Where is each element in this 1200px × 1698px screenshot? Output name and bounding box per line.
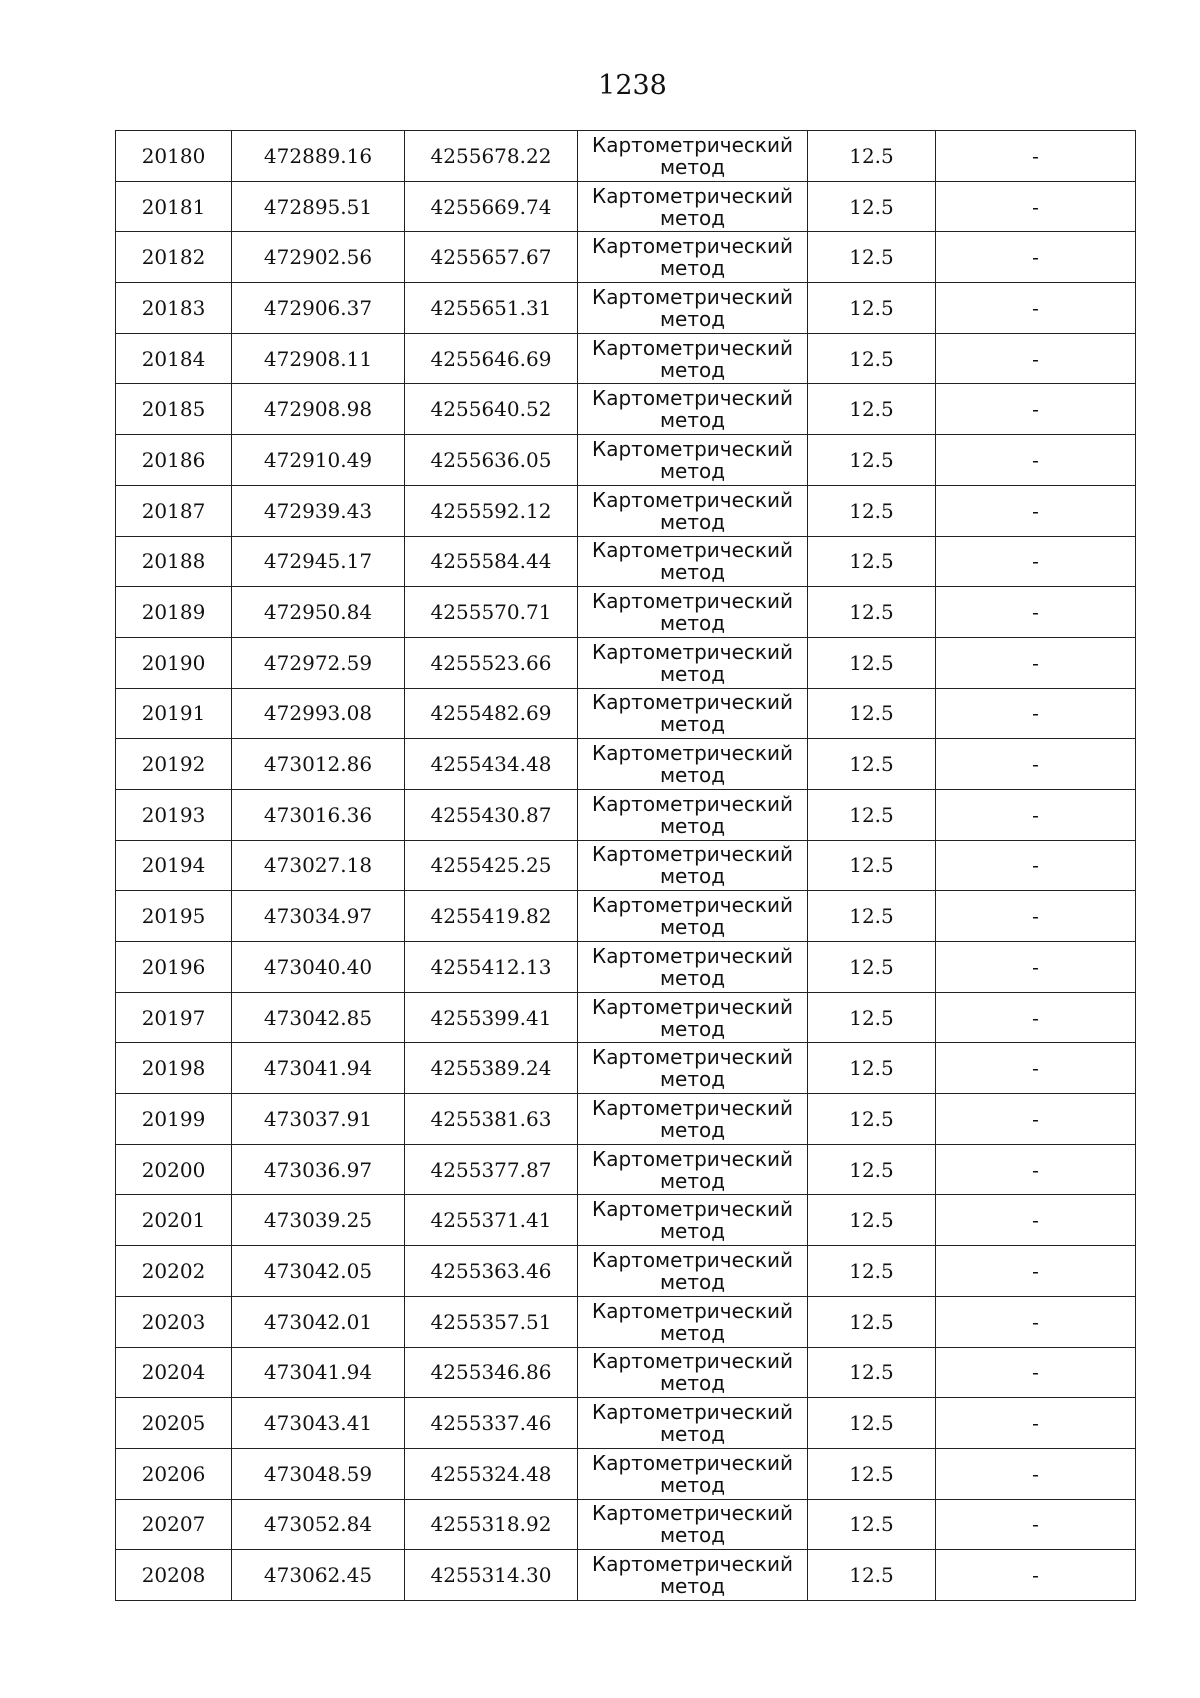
y-coordinate-cell: 4255482.69 [405, 688, 578, 739]
x-coordinate-cell: 473037.91 [232, 1094, 405, 1145]
accuracy-cell: 12.5 [808, 333, 936, 384]
note-cell: - [936, 1195, 1136, 1246]
method-line-1: Картометрический [592, 436, 793, 461]
y-coordinate-cell: 4255584.44 [405, 536, 578, 587]
method-line-1: Картометрический [592, 386, 793, 411]
table-row [116, 1347, 1136, 1398]
method-line-2: метод [659, 1067, 726, 1092]
accuracy-cell: 12.5 [808, 587, 936, 638]
method-line-1: Картометрический [592, 1095, 793, 1120]
table-row [116, 1296, 1136, 1347]
x-coordinate-cell: 473052.84 [232, 1499, 405, 1550]
x-coordinate-cell: 473062.45 [232, 1550, 405, 1601]
x-coordinate-cell: 473043.41 [232, 1398, 405, 1449]
method-cell [578, 840, 808, 891]
accuracy-cell: 12.5 [808, 637, 936, 688]
point-number-cell: 20181 [116, 181, 232, 232]
method-line-2: метод [659, 1168, 726, 1193]
y-coordinate-cell: 4255657.67 [405, 232, 578, 283]
accuracy-cell: 12.5 [808, 1094, 936, 1145]
method-line-2: метод [659, 154, 726, 179]
note-cell: - [936, 131, 1136, 182]
method-line-2: метод [659, 864, 726, 889]
accuracy-cell: 12.5 [808, 232, 936, 283]
note-cell: - [936, 587, 1136, 638]
accuracy-cell: 12.5 [808, 942, 936, 993]
method-cell [578, 1144, 808, 1195]
x-coordinate-cell: 472972.59 [232, 637, 405, 688]
note-cell: - [936, 1144, 1136, 1195]
method-line-1: Картометрический [592, 1501, 793, 1526]
method-line-2: метод [659, 306, 726, 331]
accuracy-cell: 12.5 [808, 181, 936, 232]
note-cell: - [936, 1043, 1136, 1094]
method-line-2: метод [659, 509, 726, 534]
x-coordinate-cell: 472950.84 [232, 587, 405, 638]
table-row [116, 131, 1136, 182]
method-line-1: Картометрический [592, 1146, 793, 1171]
y-coordinate-cell: 4255363.46 [405, 1246, 578, 1297]
method-line-1: Картометрический [592, 1400, 793, 1425]
method-cell [578, 1195, 808, 1246]
table-row [116, 1144, 1136, 1195]
table-row [116, 283, 1136, 334]
method-line-2: метод [659, 1422, 726, 1447]
point-number-cell: 20189 [116, 587, 232, 638]
note-cell: - [936, 485, 1136, 536]
point-number-cell: 20184 [116, 333, 232, 384]
table-row [116, 536, 1136, 587]
x-coordinate-cell: 473041.94 [232, 1347, 405, 1398]
table-body [116, 131, 1136, 1601]
accuracy-cell: 12.5 [808, 384, 936, 435]
point-number-cell: 20195 [116, 891, 232, 942]
method-line-1: Картометрический [592, 487, 793, 512]
method-cell [578, 1043, 808, 1094]
accuracy-cell: 12.5 [808, 485, 936, 536]
point-number-cell: 20192 [116, 739, 232, 790]
note-cell: - [936, 891, 1136, 942]
method-line-1: Картометрический [592, 183, 793, 208]
y-coordinate-cell: 4255678.22 [405, 131, 578, 182]
point-number-cell: 20190 [116, 637, 232, 688]
method-line-2: метод [659, 357, 726, 382]
table-row [116, 1043, 1136, 1094]
x-coordinate-cell: 473042.01 [232, 1296, 405, 1347]
method-line-2: метод [659, 915, 726, 940]
y-coordinate-cell: 4255389.24 [405, 1043, 578, 1094]
accuracy-cell: 12.5 [808, 688, 936, 739]
y-coordinate-cell: 4255640.52 [405, 384, 578, 435]
point-number-cell: 20196 [116, 942, 232, 993]
method-cell [578, 637, 808, 688]
table-row [116, 789, 1136, 840]
note-cell: - [936, 992, 1136, 1043]
accuracy-cell: 12.5 [808, 1448, 936, 1499]
method-line-2: метод [659, 205, 726, 230]
table-row [116, 739, 1136, 790]
table-row [116, 1195, 1136, 1246]
point-number-cell: 20206 [116, 1448, 232, 1499]
method-line-1: Картометрический [592, 639, 793, 664]
point-number-cell: 20198 [116, 1043, 232, 1094]
method-line-1: Картометрический [592, 741, 793, 766]
accuracy-cell: 12.5 [808, 739, 936, 790]
note-cell: - [936, 840, 1136, 891]
note-cell: - [936, 739, 1136, 790]
method-line-2: метод [659, 661, 726, 686]
method-cell [578, 181, 808, 232]
x-coordinate-cell: 473034.97 [232, 891, 405, 942]
y-coordinate-cell: 4255570.71 [405, 587, 578, 638]
y-coordinate-cell: 4255523.66 [405, 637, 578, 688]
table-row [116, 485, 1136, 536]
method-line-2: метод [659, 256, 726, 281]
method-line-2: метод [659, 1016, 726, 1041]
y-coordinate-cell: 4255318.92 [405, 1499, 578, 1550]
accuracy-cell: 12.5 [808, 283, 936, 334]
method-line-2: метод [659, 560, 726, 585]
method-cell [578, 942, 808, 993]
point-number-cell: 20183 [116, 283, 232, 334]
method-line-2: метод [659, 813, 726, 838]
note-cell: - [936, 789, 1136, 840]
method-line-1: Картометрический [592, 690, 793, 715]
point-number-cell: 20208 [116, 1550, 232, 1601]
method-line-1: Картометрический [592, 284, 793, 309]
note-cell: - [936, 232, 1136, 283]
method-cell [578, 536, 808, 587]
x-coordinate-cell: 473039.25 [232, 1195, 405, 1246]
method-line-2: метод [659, 965, 726, 990]
method-line-1: Картометрический [592, 1247, 793, 1272]
method-cell [578, 789, 808, 840]
y-coordinate-cell: 4255434.48 [405, 739, 578, 790]
y-coordinate-cell: 4255646.69 [405, 333, 578, 384]
x-coordinate-cell: 473042.05 [232, 1246, 405, 1297]
method-line-1: Картометрический [592, 1298, 793, 1323]
point-number-cell: 20193 [116, 789, 232, 840]
note-cell: - [936, 384, 1136, 435]
method-line-2: метод [659, 1523, 726, 1548]
method-line-1: Картометрический [592, 1197, 793, 1222]
x-coordinate-cell: 472910.49 [232, 435, 405, 486]
accuracy-cell: 12.5 [808, 1043, 936, 1094]
x-coordinate-cell: 473041.94 [232, 1043, 405, 1094]
note-cell: - [936, 1448, 1136, 1499]
method-cell [578, 131, 808, 182]
method-cell [578, 1499, 808, 1550]
note-cell: - [936, 536, 1136, 587]
table-row [116, 1550, 1136, 1601]
x-coordinate-cell: 472939.43 [232, 485, 405, 536]
method-cell [578, 1246, 808, 1297]
table-row [116, 1094, 1136, 1145]
method-line-2: метод [659, 1219, 726, 1244]
y-coordinate-cell: 4255337.46 [405, 1398, 578, 1449]
method-line-2: метод [659, 458, 726, 483]
table-row [116, 992, 1136, 1043]
y-coordinate-cell: 4255592.12 [405, 485, 578, 536]
method-line-1: Картометрический [592, 234, 793, 259]
y-coordinate-cell: 4255669.74 [405, 181, 578, 232]
y-coordinate-cell: 4255430.87 [405, 789, 578, 840]
note-cell: - [936, 1499, 1136, 1550]
method-cell [578, 992, 808, 1043]
y-coordinate-cell: 4255399.41 [405, 992, 578, 1043]
method-line-1: Картометрический [592, 893, 793, 918]
y-coordinate-cell: 4255314.30 [405, 1550, 578, 1601]
note-cell: - [936, 1296, 1136, 1347]
table-row [116, 942, 1136, 993]
note-cell: - [936, 181, 1136, 232]
table-row [116, 587, 1136, 638]
x-coordinate-cell: 473048.59 [232, 1448, 405, 1499]
point-number-cell: 20207 [116, 1499, 232, 1550]
method-line-1: Картометрический [592, 791, 793, 816]
note-cell: - [936, 1347, 1136, 1398]
method-cell [578, 333, 808, 384]
table-row [116, 333, 1136, 384]
x-coordinate-cell: 473036.97 [232, 1144, 405, 1195]
point-number-cell: 20180 [116, 131, 232, 182]
table-row [116, 232, 1136, 283]
accuracy-cell: 12.5 [808, 891, 936, 942]
method-cell [578, 485, 808, 536]
point-number-cell: 20205 [116, 1398, 232, 1449]
point-number-cell: 20203 [116, 1296, 232, 1347]
table-row [116, 1448, 1136, 1499]
note-cell: - [936, 283, 1136, 334]
point-number-cell: 20187 [116, 485, 232, 536]
method-line-2: метод [659, 611, 726, 636]
method-line-1: Картометрический [592, 538, 793, 563]
note-cell: - [936, 1550, 1136, 1601]
method-cell [578, 1094, 808, 1145]
y-coordinate-cell: 4255371.41 [405, 1195, 578, 1246]
method-line-1: Картометрический [592, 943, 793, 968]
method-cell [578, 891, 808, 942]
point-number-cell: 20191 [116, 688, 232, 739]
method-cell [578, 1398, 808, 1449]
table-row [116, 1499, 1136, 1550]
note-cell: - [936, 1094, 1136, 1145]
method-line-1: Картометрический [592, 589, 793, 614]
y-coordinate-cell: 4255324.48 [405, 1448, 578, 1499]
point-number-cell: 20201 [116, 1195, 232, 1246]
method-line-2: метод [659, 1269, 726, 1294]
table-row [116, 637, 1136, 688]
method-line-1: Картометрический [592, 842, 793, 867]
accuracy-cell: 12.5 [808, 1246, 936, 1297]
note-cell: - [936, 637, 1136, 688]
accuracy-cell: 12.5 [808, 1398, 936, 1449]
note-cell: - [936, 333, 1136, 384]
y-coordinate-cell: 4255346.86 [405, 1347, 578, 1398]
accuracy-cell: 12.5 [808, 131, 936, 182]
x-coordinate-cell: 472908.11 [232, 333, 405, 384]
x-coordinate-cell: 472993.08 [232, 688, 405, 739]
method-line-1: Картометрический [592, 1045, 793, 1070]
point-number-cell: 20204 [116, 1347, 232, 1398]
x-coordinate-cell: 472902.56 [232, 232, 405, 283]
table-row [116, 891, 1136, 942]
table-row [116, 840, 1136, 891]
x-coordinate-cell: 472908.98 [232, 384, 405, 435]
table-row [116, 181, 1136, 232]
method-line-1: Картометрический [592, 994, 793, 1019]
x-coordinate-cell: 473027.18 [232, 840, 405, 891]
method-line-2: метод [659, 712, 726, 737]
point-number-cell: 20182 [116, 232, 232, 283]
method-line-2: метод [659, 1320, 726, 1345]
method-line-1: Картометрический [592, 335, 793, 360]
method-cell [578, 384, 808, 435]
point-number-cell: 20186 [116, 435, 232, 486]
accuracy-cell: 12.5 [808, 1296, 936, 1347]
accuracy-cell: 12.5 [808, 789, 936, 840]
x-coordinate-cell: 473012.86 [232, 739, 405, 790]
x-coordinate-cell: 473040.40 [232, 942, 405, 993]
y-coordinate-cell: 4255425.25 [405, 840, 578, 891]
method-cell [578, 283, 808, 334]
method-line-1: Картометрический [592, 1349, 793, 1374]
method-line-1: Картометрический [592, 1450, 793, 1475]
x-coordinate-cell: 472889.16 [232, 131, 405, 182]
x-coordinate-cell: 472906.37 [232, 283, 405, 334]
y-coordinate-cell: 4255419.82 [405, 891, 578, 942]
y-coordinate-cell: 4255357.51 [405, 1296, 578, 1347]
method-cell [578, 1448, 808, 1499]
x-coordinate-cell: 472895.51 [232, 181, 405, 232]
x-coordinate-cell: 473016.36 [232, 789, 405, 840]
point-number-cell: 20185 [116, 384, 232, 435]
method-cell [578, 1296, 808, 1347]
method-cell [578, 739, 808, 790]
method-cell [578, 435, 808, 486]
note-cell: - [936, 688, 1136, 739]
table-row [116, 688, 1136, 739]
method-line-1: Картометрический [592, 132, 793, 157]
accuracy-cell: 12.5 [808, 1347, 936, 1398]
accuracy-cell: 12.5 [808, 1499, 936, 1550]
note-cell: - [936, 1398, 1136, 1449]
method-line-2: метод [659, 1472, 726, 1497]
accuracy-cell: 12.5 [808, 536, 936, 587]
method-line-2: метод [659, 1117, 726, 1142]
point-number-cell: 20200 [116, 1144, 232, 1195]
accuracy-cell: 12.5 [808, 1550, 936, 1601]
accuracy-cell: 12.5 [808, 992, 936, 1043]
y-coordinate-cell: 4255412.13 [405, 942, 578, 993]
point-number-cell: 20202 [116, 1246, 232, 1297]
accuracy-cell: 12.5 [808, 1144, 936, 1195]
method-cell [578, 1550, 808, 1601]
method-cell [578, 688, 808, 739]
point-number-cell: 20188 [116, 536, 232, 587]
page-number: 1238 [598, 70, 667, 101]
note-cell: - [936, 435, 1136, 486]
x-coordinate-cell: 473042.85 [232, 992, 405, 1043]
table-row [116, 1398, 1136, 1449]
method-line-2: метод [659, 1574, 726, 1599]
method-cell [578, 587, 808, 638]
method-line-2: метод [659, 763, 726, 788]
table-row [116, 435, 1136, 486]
accuracy-cell: 12.5 [808, 435, 936, 486]
y-coordinate-cell: 4255377.87 [405, 1144, 578, 1195]
coordinates-table [115, 130, 1136, 1601]
method-cell [578, 232, 808, 283]
accuracy-cell: 12.5 [808, 1195, 936, 1246]
x-coordinate-cell: 472945.17 [232, 536, 405, 587]
method-line-1: Картометрический [592, 1552, 793, 1577]
table-row [116, 1246, 1136, 1297]
y-coordinate-cell: 4255381.63 [405, 1094, 578, 1145]
point-number-cell: 20194 [116, 840, 232, 891]
y-coordinate-cell: 4255651.31 [405, 283, 578, 334]
accuracy-cell: 12.5 [808, 840, 936, 891]
note-cell: - [936, 942, 1136, 993]
table-row [116, 384, 1136, 435]
point-number-cell: 20199 [116, 1094, 232, 1145]
note-cell: - [936, 1246, 1136, 1297]
point-number-cell: 20197 [116, 992, 232, 1043]
method-line-2: метод [659, 1371, 726, 1396]
y-coordinate-cell: 4255636.05 [405, 435, 578, 486]
method-cell [578, 1347, 808, 1398]
method-line-2: метод [659, 408, 726, 433]
